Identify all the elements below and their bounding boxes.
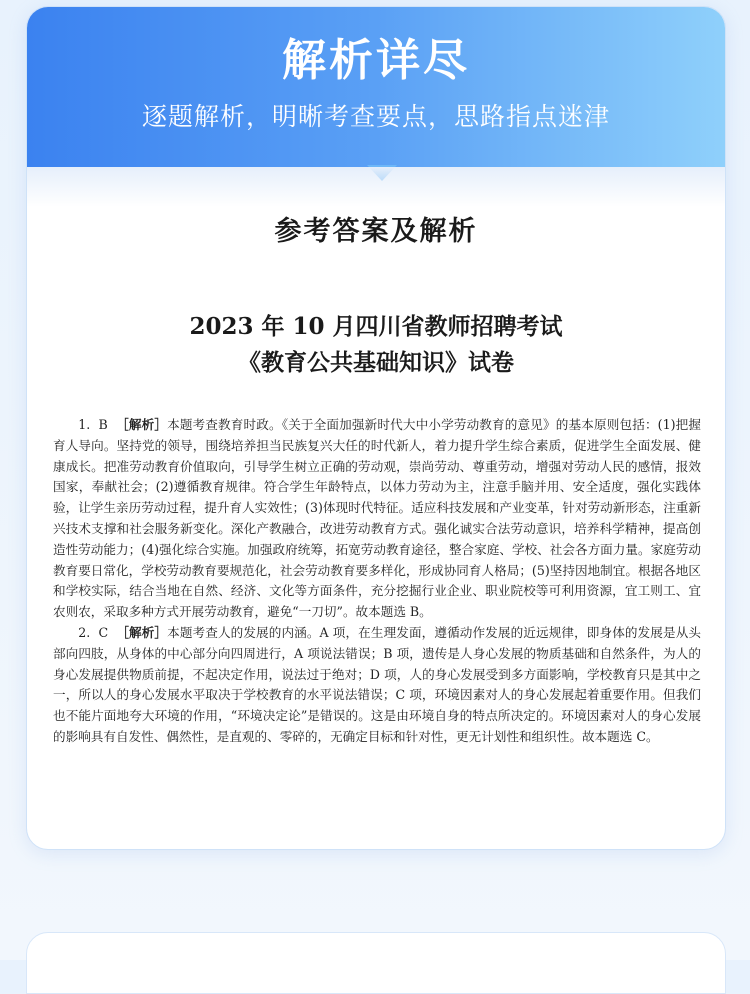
answer-letter: B bbox=[98, 417, 108, 432]
analysis-text: 本题考查人的发展的内涵。A 项，在生理发面，遵循动作发展的近远规律，即身体的发展是从头部向四肢，从身体的中心部分向四周进行，A 项说法错误；B 项，遗传是人身心发展的物质基础和自然条件，为人的身心发展提供物质前提，不起决定作用，说法过于绝对；D 项，人的身心发展受到多方面影响，学校教育只是其中之一，所以人的身心发展水平取决于学校教育的水平说法错误；C 项，环境因素对人的身心发展起着重要作用。但我们也不能片面地夸大环境的作用，“环境决定论”是错误的。这是由环境自身的特点所决定的。环境因素对人的身心发展的影响具有自发性、偶然性，是直观的、零碎的，无确定目标和针对性，更无计划性和组织性。故本题选 C。 bbox=[53, 624, 702, 744]
analysis-tag: ［解析］ bbox=[116, 624, 168, 640]
analysis-tag: ［解析］ bbox=[116, 417, 168, 432]
analysis-text: 本题考查教育时政。《关于全面加强新时代大中小学劳动教育的意见》的基本原则包括：(1)把握育人导向。坚持党的领导，围绕培养担当民族复兴大任的时代新人，着力提升学生综合素质，促进学生全面发展、健康成长。把准劳动教育价值取向，引导学生树立正确的劳动观，崇尚劳动、尊重劳动，增强对劳动人民的感情，报效国家，奉献社会；(2)遵循教育规律。符合学生年龄特点，以体力劳动为主，注意手脑并用、安全适度，强化实践体验，让学生亲历劳动过程，提升育人实效性；(3)体现时代特征。适应科技发展和产业变革，针对劳动新形态，注重新兴技术支撑和社会服务新变化。深化产教融合，改进劳动教育方式。强化诚实合法劳动意识，培养科学精神，提高创造性劳动能力；(4)强化综合实施。加强政府统筹，拓宽劳动教育途径，整合家庭、学校、社会各方面力量。家庭劳动教育要日常化，学校劳动教育要规范化，社会劳动教育要多样化，形成协同育人格局；(5)坚持因地制宜。根据各地区和学校实际，结合当地在自然、经济、文化等方面条件，充分挖掘行业企业、职业院校等可利用资源，宜工则工、宜农则农，采取多种方式开展劳动教育，避免“一刀切”。故本题选 B。 bbox=[53, 417, 702, 620]
banner-subtitle: 逐题解析，明晰考查要点，思路指点迷津 bbox=[141, 102, 610, 131]
question-number: 1. bbox=[78, 417, 91, 432]
question-number: 2. bbox=[78, 624, 91, 640]
document-heading: 参考答案及解析 bbox=[274, 216, 478, 247]
feature-banner bbox=[27, 7, 725, 167]
exam-title-line1: 2023 年 10 月四川省教师招聘考试 bbox=[189, 313, 563, 340]
exam-title-line2: 《教育公共基础知识》试卷 bbox=[238, 349, 514, 376]
exam-title bbox=[27, 309, 725, 381]
answer-card bbox=[26, 6, 726, 850]
answer-letter: C bbox=[98, 624, 109, 640]
banner-title: 解析详尽 bbox=[282, 35, 470, 86]
answer-item-1 bbox=[53, 415, 701, 623]
answer-list bbox=[53, 415, 701, 748]
answer-item-2 bbox=[53, 623, 701, 748]
banner-shadow bbox=[27, 167, 725, 207]
next-card-edge bbox=[26, 932, 726, 994]
